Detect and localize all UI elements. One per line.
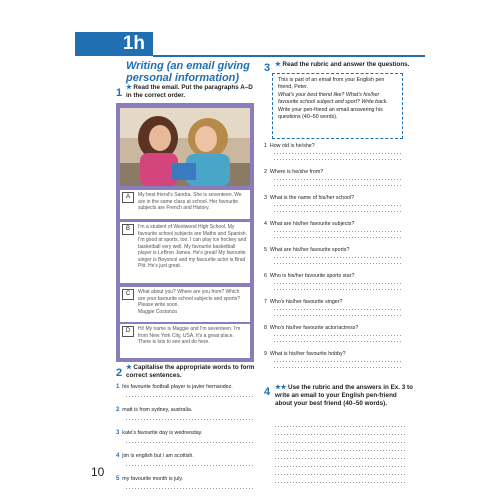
star-icon: ★ [126, 84, 134, 91]
ex1-number: 1 [116, 87, 123, 99]
answer-line[interactable] [126, 419, 254, 420]
question-item: 9 What is his/her favourite hobby? [264, 351, 414, 377]
question-item: 1 How old is he/she? [264, 143, 414, 169]
answer-line[interactable] [126, 442, 254, 443]
question-item: 8 Who's his/her favourite actor/actress? [264, 325, 414, 351]
answer-line[interactable] [274, 237, 402, 238]
paragraph-b [120, 222, 250, 283]
paragraph-text: I'm a student of Westwood High School. My favourite school subjects are Maths and Spanish. I'm good at sports, too. I can play ice hockey and basketball very well. My favourite basketball player is LeBron James. He's great! My favourite singer is Beyoncé and my favourite actor is Brad Pitt. He's just great. [138, 224, 247, 269]
photo-image [120, 108, 250, 186]
answer-line[interactable] [274, 367, 402, 368]
rubric-task: Write your pen-friend an email answering his questions (40–50 words). [278, 107, 383, 120]
paragraph-c [120, 287, 250, 322]
answer-box[interactable]: C [122, 289, 134, 300]
question-item: 5 What are his/her favourite sports? [264, 247, 414, 273]
ex3-instruction: ★ Read the rubric and answer the questions. [275, 61, 410, 68]
answer-line[interactable] [274, 341, 402, 342]
answer-line[interactable] [274, 231, 402, 232]
answer-line[interactable] [274, 263, 402, 264]
ex2-item: 1 his favourite football player is javier hernandez. [116, 384, 256, 407]
header-rule [153, 55, 425, 57]
answer-line[interactable] [274, 211, 402, 212]
star-icon: ★ [126, 364, 134, 371]
answer-line[interactable] [274, 315, 402, 316]
star-icon: ★★ [275, 384, 289, 391]
answer-line[interactable] [274, 205, 402, 206]
answer-line[interactable] [274, 257, 402, 258]
question-item: 4 What are his/her favourite subjects? [264, 221, 414, 247]
answer-box[interactable]: A [122, 192, 134, 203]
paragraph-text: My best friend's Sandra. She is seventeen. We are in the same class at school. Her favourite subjects are French and History. [138, 192, 242, 211]
photo-two-girls [120, 108, 250, 186]
answer-line[interactable] [126, 465, 254, 466]
ex4-instruction: ★★ Use the rubric and the answers in Ex. 3 to write an email to your English pen-friend about your best friend (40–50 words). [275, 384, 413, 407]
answer-line[interactable] [274, 335, 402, 336]
unit-tab: 1h [75, 32, 153, 56]
paragraph-text: What about you? Where are you from? Which are your favourite school subjects and sports? Please write soon. Maggie Costanza [138, 289, 240, 315]
rubric-email: What's your best friend like? What's his/her favourite school subject and sport? Write back. [278, 92, 388, 105]
ex4-number: 4 [264, 386, 271, 398]
answer-line[interactable] [126, 488, 254, 489]
star-icon: ★ [275, 61, 283, 68]
ex4-writing-area[interactable] [275, 420, 405, 483]
question-item: 6 Who is his/her favourite sports star? [264, 273, 414, 299]
paragraph-text: Hi! My name is Maggie and I'm seventeen. I'm from New York City, USA. It's a great place. There is lots to see and do here. [138, 326, 241, 345]
answer-line[interactable] [274, 283, 402, 284]
rubric-box [272, 73, 403, 139]
page-number: 10 [91, 465, 105, 479]
answer-line[interactable] [126, 396, 254, 397]
answer-line[interactable] [274, 309, 402, 310]
section-title: Writing (an email giving personal information) [126, 60, 250, 84]
ex2-number: 2 [116, 367, 123, 379]
ex2-list [116, 384, 256, 499]
paragraph-a [120, 190, 250, 219]
question-item: 2 Where is he/she from? [264, 169, 414, 195]
ex3-questions [264, 143, 414, 377]
ex2-item: 2 matt is from sydney, australia. [116, 407, 256, 430]
question-item: 3 What is the name of his/her school? [264, 195, 414, 221]
ex2-instruction: ★ Capitalise the appropriate words to form correct sentences. [126, 364, 255, 379]
ex2-item: 3 kate's favourite day is wednesday. [116, 430, 256, 453]
ex1-instruction: ★ Read the email. Put the paragraphs A–D in the correct order. [126, 84, 253, 99]
ex3-number: 3 [264, 62, 271, 74]
question-item: 7 Who's his/her favourite singer? [264, 299, 414, 325]
answer-line[interactable] [274, 289, 402, 290]
ex2-item: 5 my favourite month is july. [116, 476, 256, 499]
answer-line[interactable] [274, 159, 402, 160]
answer-line[interactable] [274, 153, 402, 154]
ex2-item: 4 jim is english but i am scottish. [116, 453, 256, 476]
answer-line[interactable] [274, 185, 402, 186]
rubric-intro: This is part of an email from your English pen friend, Peter. [278, 77, 385, 90]
answer-line[interactable] [274, 179, 402, 180]
answer-line[interactable] [274, 361, 402, 362]
answer-box[interactable]: D [122, 326, 134, 337]
paragraph-d [120, 324, 250, 358]
signature: Maggie Costanza [138, 308, 177, 315]
answer-box[interactable]: B [122, 224, 134, 235]
